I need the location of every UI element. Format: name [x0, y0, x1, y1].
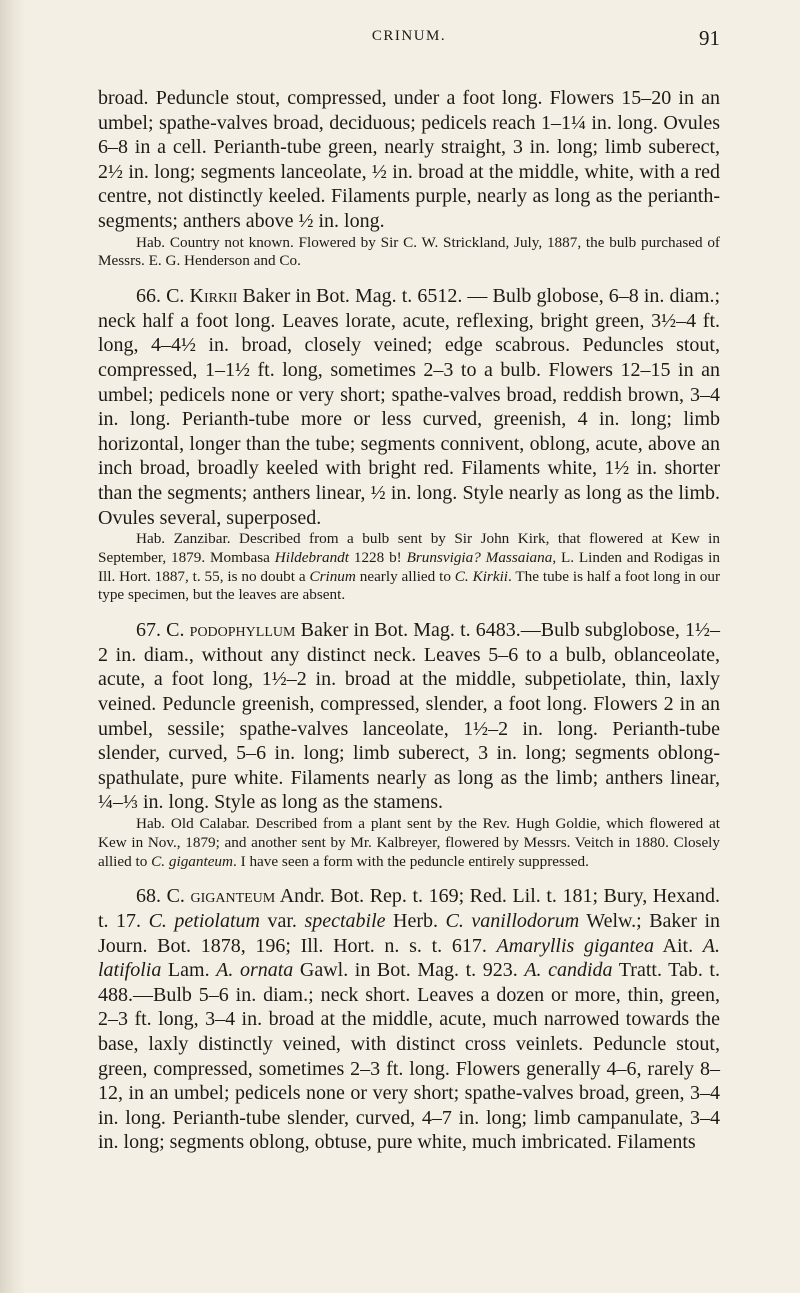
- continuation-description: broad. Peduncle stout, compressed, under a foot long. Flowers 15–20 in an umbel; spathe-valves broad, deciduous; pedicels reach 1–1¼ in. long. Ovules 6–8 in a cell. Perianth-tube green, nearly straight, 3 in. long; limb suberect, 2½ in. long; segments lanceolate, ½ in. broad at the middle, white, with a red centre, not distinctly keeled. Filaments purple, nearly as long as the perianth-segments; anthers above ½ in. long.: [98, 87, 720, 232]
- synonym: Amaryllis gigantea: [496, 934, 654, 957]
- synonym: A. candida: [524, 959, 613, 982]
- page-header: [98, 28, 720, 58]
- synonym: spectabile: [304, 910, 386, 933]
- page-gutter-shadow: [0, 0, 26, 1293]
- running-title: CRINUM.: [371, 28, 447, 44]
- species-description: — Bulb globose, 6–8 in. diam.; neck half a foot long. Leaves lorate, acute, reflexing, bright green, 3½–4 ft. long, 4–4½ in. broad, closely veined; edge scabrous. Peduncles stout, compressed, 1–1½ ft. long, sometimes 2–3 to a bulb. Flowers 12–15 in an umbel; pedicels none or very short; spathe-valves broad, reddish brown, 3–4 in. long. Perianth-tube more or less curved, greenish, 4 in. long; limb horizontal, longer than the tube; segments connivent, oblong, acute, above an inch broad, broadly keeled with bright red. Filaments white, 1½ in. shorter than the segments; anthers linear, ½ in. long. Style nearly as long as the limb. Ovules several, superposed.: [98, 285, 721, 529]
- species-genus: C.: [166, 619, 185, 642]
- species-entry-68: 68. C. giganteum Andr. Bot. Rep. t. 169; Red. Lil. t. 181; Bury, Hexand. t. 17. C. petiolatum var. spectabile Herb. C. vanillodorum Welw.; Baker in Journ. Bot. 1878, 196; Ill. Hort. n. s. t. 617. Amaryllis gigantea Ait. A. latifolia Lam. A. ornata Gawl. in Bot. Mag. t. 923. A. candida Tratt. Tab. t. 488.—Bulb 5–6 in. diam.; neck short. Leaves a dozen or more, thin, green, 2–3 ft. long, 3–4 in. broad at the middle, acute, much narrowed towards the base, laxly distinctly veined, with distinct cross veinlets. Peduncle stout, green, compressed, sometimes 2–3 ft. long. Flowers generally 4–6, rarely 8–12, in an umbel; pedicels none or very short; spathe-valves broad, green, 3–4 in. long. Perianth-tube slender, curved, 4–7 in. long; limb campanulate, 3–4 in. long; segments oblong, obtuse, pure white, much imbricated. Filaments: [98, 885, 721, 1154]
- species-citation: Andr. Bot. Rep. t. 169; Red. Lil. t. 181; Bury, Hexand. t. 17.: [98, 885, 721, 933]
- species-habitat-67: Hab. Old Calabar. Described from a plant sent by the Rev. Hugh Goldie, which flowered at Kew in Nov., 1879; and another sent by Mr. Kalbreyer, flowered by Messrs. Veitch in 1880. Closely allied to C. giganteum. I have seen a form with the peduncle entirely suppressed.: [98, 815, 720, 870]
- species-citation: Baker in Bot. Mag. t. 6512.: [242, 285, 463, 308]
- species-number: 68.: [136, 885, 161, 908]
- synonym: C. vanillodorum: [445, 910, 580, 933]
- synonym: C. petiolatum: [148, 910, 260, 933]
- synonym: A. ornata: [216, 959, 294, 982]
- species-genus: C.: [166, 285, 185, 308]
- species-entry-66: [98, 284, 720, 530]
- species-habitat-66: Hab. Zanzibar. Described from a bulb sent by Sir John Kirk, that flowered at Kew in September, 1879. Mombasa Hildebrandt 1228 b! Brunsvigia? Massaiana, L. Linden and Rodigas in Ill. Hort. 1887, t. 55, is no doubt a Crinum nearly allied to C. Kirkii. The tube is half a foot long in our type specimen, but the leaves are absent.: [98, 530, 721, 604]
- page-body: [98, 86, 720, 1155]
- species-number: 66.: [136, 285, 161, 308]
- species-epithet: podophyllum: [189, 619, 296, 642]
- species-description: —Bulb 5–6 in. diam.; neck short. Leaves a dozen or more, thin, green, 2–3 ft. long, 3–4 in. broad at the middle, acute, much narrowed towards the base, laxly distinctly veined, with distinct cross veinlets. Peduncle stout, green, compressed, sometimes 2–3 ft. long. Flowers generally 4–6, rarely 8–12, in an umbel; pedicels none or very short; spathe-valves broad, green, 3–4 in. long. Perianth-tube slender, curved, 4–7 in. long; limb campanulate, 3–4 in. long; segments oblong, obtuse, pure white, much imbricated. Filaments: [98, 983, 720, 1154]
- continuation-habitat: Hab. Country not known. Flowered by Sir C. W. Strickland, July, 1887, the bulb purchased of Messrs. E. G. Henderson and Co.: [98, 233, 720, 270]
- species-number: 67.: [136, 619, 161, 642]
- species-entry-67: [98, 618, 720, 815]
- species-genus: C.: [166, 885, 185, 908]
- synonym: A. latifolia: [98, 934, 721, 982]
- species-epithet: Kirkii: [189, 285, 238, 308]
- species-epithet: giganteum: [190, 885, 276, 908]
- species-description: —Bulb subglobose, 1½–2 in. diam., without any distinct neck. Leaves 5–6 to a bulb, oblanceolate, acute, a foot long, 1½–2 in. broad at the middle, subpetiolate, thin, laxly veined. Peduncle greenish, compressed, slender, a foot long. Flowers 2 in an umbel, sessile; spathe-valves lanceolate, 1½–2 in. long. Perianth-tube slender, curved, 5–6 in. long; limb suberect, 3 in. long; segments oblong-spathulate, pure white. Filaments nearly as long as the limb; anthers linear, ¼–⅓ in. long. Style as long as the stamens.: [98, 619, 720, 814]
- page-number: 91: [699, 26, 720, 50]
- species-citation: Baker in Bot. Mag. t. 6483.: [300, 619, 521, 642]
